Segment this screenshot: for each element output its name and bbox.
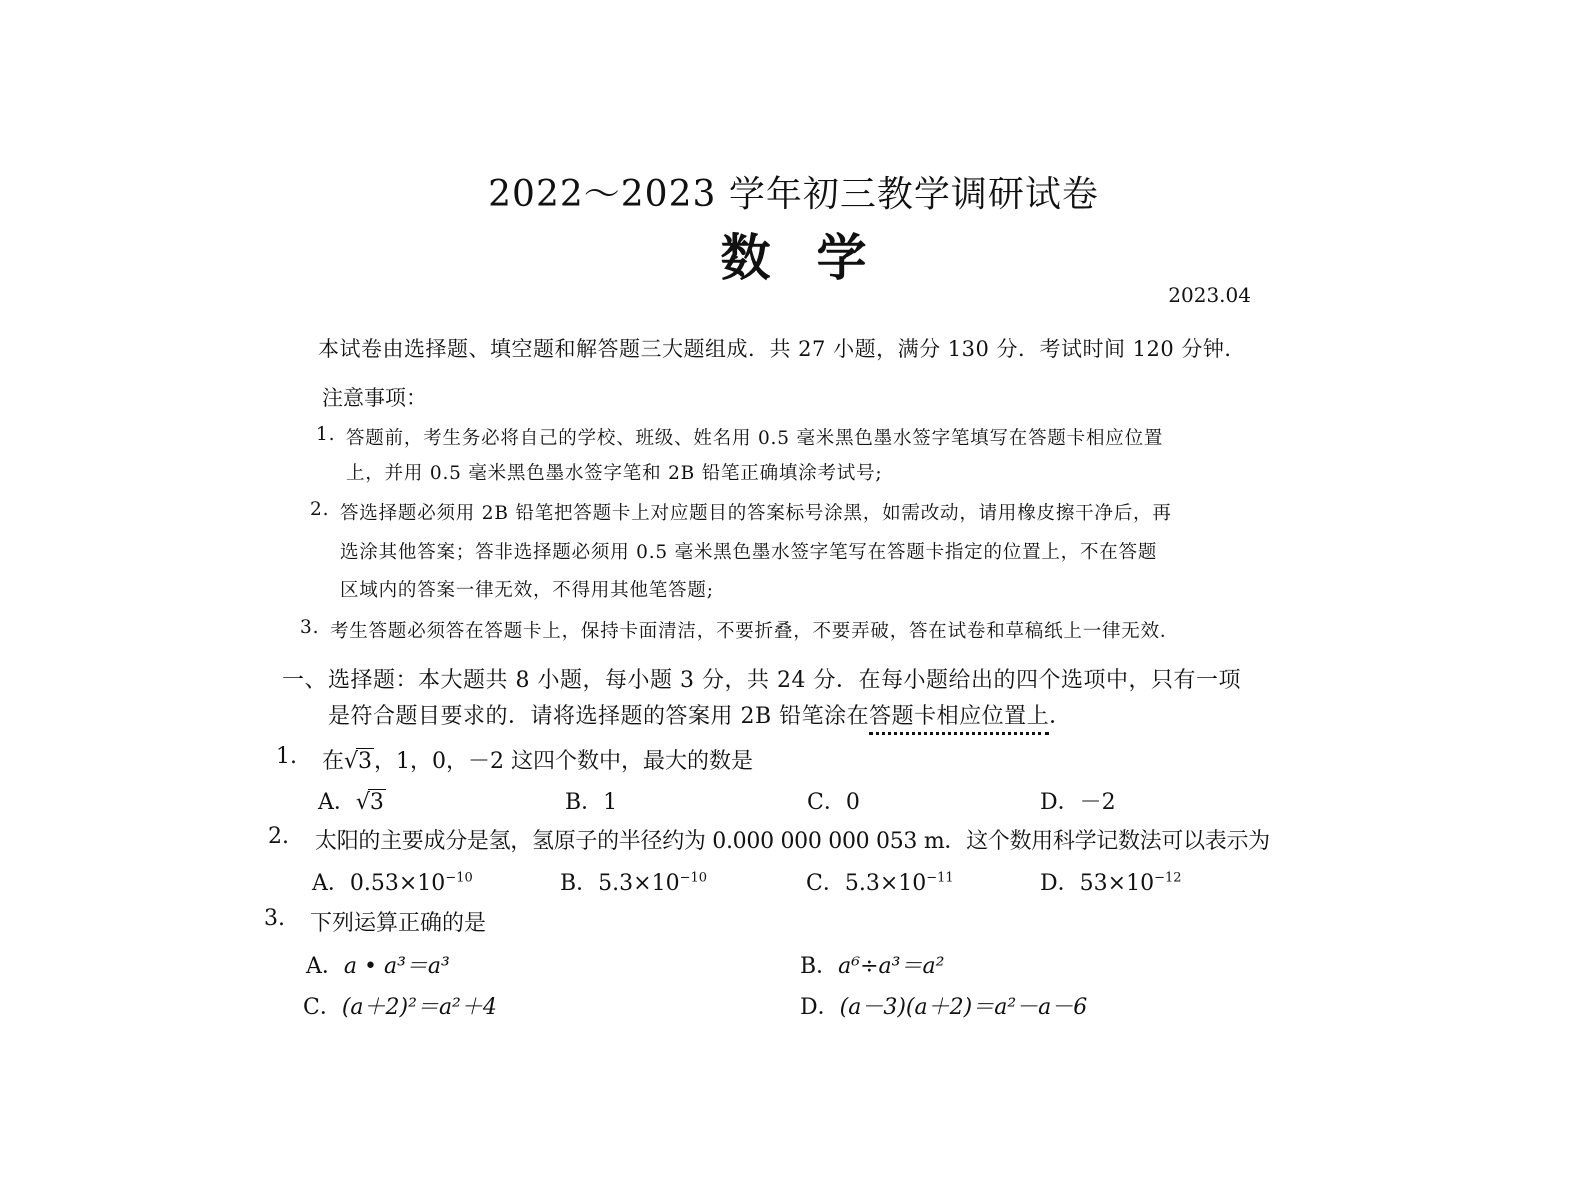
question-2-number: 2. <box>268 824 289 849</box>
question-1-option-d <box>1040 785 1116 816</box>
question-1-stem <box>322 744 753 775</box>
option-label: A． <box>306 954 344 979</box>
section-instruction-text: 是符合题目要求的．请将选择题的答案用 2B 铅笔涂在 <box>328 704 870 729</box>
question-1-number: 1. <box>276 744 297 769</box>
option-label: D． <box>800 995 840 1020</box>
section-period: ． <box>1049 704 1072 729</box>
question-2-option-b <box>560 866 707 897</box>
notice-2-line-3: 区域内的答案一律无效，不得用其他笔答题; <box>340 580 714 601</box>
option-base: 5.3×10 <box>598 871 680 896</box>
question-3-option-b <box>800 949 944 980</box>
question-3-option-a <box>306 949 450 980</box>
question-1-option-c <box>807 785 860 816</box>
option-expression: (a＋2)²＝a²＋4 <box>341 995 497 1020</box>
option-expression: (a－3)(a＋2)＝a²－a－6 <box>839 995 1088 1020</box>
notice-2-line-2: 选涂其他答案；答非选择题必须用 0.5 毫米黑色墨水签字笔写在答题卡指定的位置上，不在答题 <box>340 542 1158 563</box>
notice-1-line-2: 上，并用 0.5 毫米黑色墨水签字笔和 2B 铅笔正确填涂考试号; <box>346 463 883 484</box>
option-label: C． <box>806 871 845 896</box>
notice-3-line-1: 考生答题必须答在答题卡上，保持卡面清洁，不要折叠，不要弄破，答在试卷和草稿纸上一律无效． <box>330 621 1180 642</box>
option-label: B． <box>800 954 839 979</box>
notice-1-number: 1. <box>316 424 336 445</box>
sqrt-symbol: √3 <box>355 790 384 815</box>
option-value: －2 <box>1079 790 1116 815</box>
option-value: 1 <box>603 790 618 815</box>
option-label: A． <box>312 871 350 896</box>
option-label: C． <box>303 995 342 1020</box>
option-exponent: −11 <box>926 870 954 886</box>
question-3-number: 3. <box>264 906 285 931</box>
notice-3-number: 3. <box>300 617 320 638</box>
question-1-option-a <box>318 785 386 816</box>
exam-intro: 本试卷由选择题、填空题和解答题三大题组成．共 27 小题，满分 130 分．考试时间 120 分钟． <box>318 337 1246 361</box>
section-heading-line-1: 选择题：本大题共 8 小题，每小题 3 分，共 24 分．在每小题给出的四个选项中，只有一项 <box>328 668 1241 693</box>
emphasized-answer-location: 答题卡相应位置上 <box>869 704 1049 735</box>
option-expression: a • a³＝a³ <box>343 954 450 979</box>
question-1-stem-prefix: 在 <box>322 749 345 774</box>
option-exponent: −10 <box>679 870 708 886</box>
question-2-stem: 太阳的主要成分是氢，氢原子的半径约为 0.000 000 000 053 m．这个数用科学记数法可以表示为 <box>315 829 1270 854</box>
option-base: 53×10 <box>1079 871 1155 896</box>
question-2-option-d <box>1040 866 1182 897</box>
option-label: D． <box>1040 790 1080 815</box>
question-1-option-b <box>565 785 617 816</box>
option-label: D． <box>1040 871 1080 896</box>
option-expression: a⁶÷a³＝a² <box>838 954 945 979</box>
option-exponent: −10 <box>445 870 473 886</box>
question-1-stem-suffix: ，1，0，－2 这四个数中，最大的数是 <box>374 749 754 774</box>
option-label: C． <box>807 790 846 815</box>
sqrt-symbol: √3 <box>344 749 373 774</box>
option-label: B． <box>565 790 604 815</box>
question-3-option-d <box>800 990 1087 1021</box>
option-label: A． <box>318 790 356 815</box>
section-heading-line-2 <box>328 699 1072 730</box>
question-3-option-c <box>303 990 497 1021</box>
radicand: 3 <box>358 749 373 774</box>
option-label: B． <box>560 871 599 896</box>
notice-2-number: 2. <box>310 499 330 520</box>
notice-heading: 注意事项： <box>322 386 427 410</box>
question-2-option-c <box>806 866 954 897</box>
option-exponent: −12 <box>1154 870 1182 886</box>
section-number: 一、 <box>282 668 328 693</box>
notice-2-line-1: 答选择题必须用 2B 铅笔把答题卡上对应题目的答案标号涂黑，如需改动，请用橡皮擦干净后，再 <box>340 503 1172 524</box>
exam-title: 2022～2023 学年初三教学调研试卷 <box>488 174 1099 215</box>
option-base: 5.3×10 <box>844 871 927 896</box>
radicand: 3 <box>369 790 384 815</box>
subject-title: 数学 <box>720 228 913 287</box>
option-base: 0.53×10 <box>349 871 446 896</box>
exam-date: 2023.04 <box>1168 283 1251 307</box>
question-2-option-a <box>312 866 473 897</box>
question-3-stem: 下列运算正确的是 <box>310 911 487 936</box>
notice-1-line-1: 答题前，考生务必将自己的学校、班级、姓名用 0.5 毫米黑色墨水签字笔填写在答题卡相应位置 <box>346 428 1164 449</box>
option-value: 0 <box>845 790 860 815</box>
